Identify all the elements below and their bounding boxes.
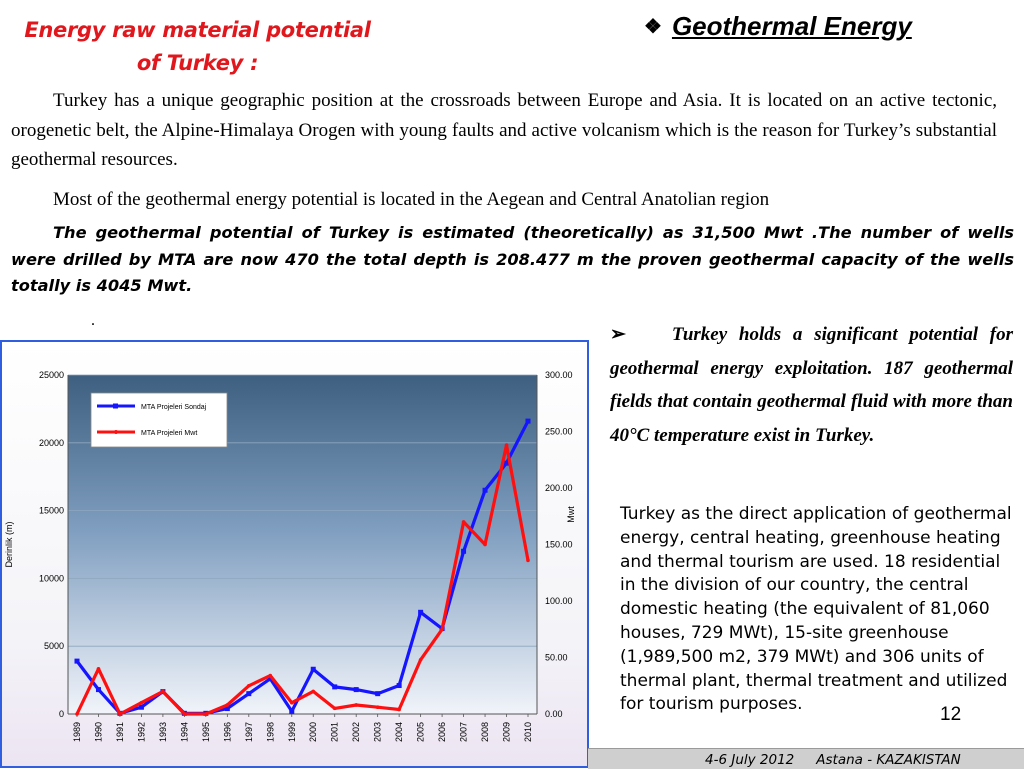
x-tick-label: 2001 xyxy=(329,721,340,742)
data-point-mwt xyxy=(333,707,337,711)
data-point-mwt xyxy=(118,712,122,716)
chart-frame xyxy=(0,340,589,768)
x-tick-label: 1994 xyxy=(179,721,190,742)
data-point-sondaj xyxy=(483,488,488,493)
data-point-mwt xyxy=(97,667,101,671)
right-tick-label: 0.00 xyxy=(545,709,563,719)
data-point-mwt xyxy=(161,690,165,694)
data-point-mwt xyxy=(311,690,315,694)
legend-label: MTA Projeleri Sondaj xyxy=(141,404,207,411)
x-tick-label: 1999 xyxy=(286,721,297,742)
data-point-sondaj xyxy=(526,419,531,424)
region-paragraph xyxy=(11,186,1001,213)
data-point-sondaj xyxy=(332,684,337,689)
y2-axis-title: Mwt xyxy=(566,506,576,523)
footer-date: 4-6 July 2012 xyxy=(705,752,795,768)
arrow-bullet-icon: ➢ xyxy=(610,324,626,345)
legend-marker xyxy=(114,430,118,434)
data-point-mwt xyxy=(354,703,358,707)
holds-paragraph xyxy=(610,318,1013,452)
right-tick-label: 150.00 xyxy=(545,539,573,550)
y-axis-title: Derinlik (m) xyxy=(4,521,14,568)
data-point-mwt xyxy=(526,559,530,563)
data-point-sondaj xyxy=(311,667,316,672)
data-point-mwt xyxy=(290,701,294,705)
right-tick-label: 50.00 xyxy=(545,652,568,663)
data-point-mwt xyxy=(226,703,230,707)
x-tick-label: 2003 xyxy=(372,721,383,742)
right-tick-label: 300.00 xyxy=(545,370,573,380)
data-point-mwt xyxy=(483,543,487,547)
legend-label: MTA Projeleri Mwt xyxy=(141,430,198,437)
x-tick-label: 1993 xyxy=(157,721,168,742)
data-point-sondaj xyxy=(246,691,251,696)
left-tick-label: 15000 xyxy=(38,505,64,516)
data-point-sondaj xyxy=(461,549,466,554)
x-tick-label: 2002 xyxy=(351,721,362,742)
x-tick-label: 1990 xyxy=(93,721,104,742)
data-point-mwt xyxy=(397,708,401,712)
left-tick-label: 10000 xyxy=(38,573,64,584)
x-tick-label: 2007 xyxy=(458,721,469,742)
x-tick-label: 1989 xyxy=(72,721,82,742)
x-tick-label: 1998 xyxy=(265,721,276,742)
data-point-sondaj xyxy=(96,687,101,692)
legend-box xyxy=(91,393,227,447)
intro-text: Turkey has a unique geographic position at the crossroads between Europe and Asia. It is located on an active tectonic, orogenetic belt, the Alpine-Himalaya Orogen with young faults and active volcanism which is the reason for Turkey’s substantial geothermal resources. xyxy=(11,90,997,170)
section-heading xyxy=(644,10,912,45)
data-point-mwt xyxy=(419,658,423,662)
x-tick-label: 2000 xyxy=(308,721,319,742)
data-point-sondaj xyxy=(289,709,294,714)
data-point-mwt xyxy=(247,684,251,688)
section-heading-text: Geothermal Energy xyxy=(671,11,912,41)
x-tick-label: 1992 xyxy=(136,721,147,742)
data-point-mwt xyxy=(183,712,187,716)
x-tick-label: 1997 xyxy=(243,721,254,742)
data-point-sondaj xyxy=(139,705,144,710)
right-tick-label: 250.00 xyxy=(545,426,573,437)
holds-text: Turkey holds a significant potential for geothermal energy exploitation. 187 geothermal fields that contain geothermal fluid with more than 40°C temperature exist in Turkey. xyxy=(610,324,1013,446)
right-tick-label: 200.00 xyxy=(545,483,573,493)
data-point-mwt xyxy=(440,627,444,631)
slide-title: Energy raw material potential of Turkey : xyxy=(24,18,371,75)
footer-location: Astana - KAZAKISTAN xyxy=(816,752,961,768)
x-tick-label: 1996 xyxy=(222,721,233,742)
left-tick-label: 0 xyxy=(58,709,64,719)
potential-paragraph xyxy=(11,220,1014,300)
left-tick-label: 25000 xyxy=(38,370,64,380)
data-point-sondaj xyxy=(354,687,359,692)
diamond-bullet-icon: ❖ xyxy=(644,16,662,38)
page-number: 12 xyxy=(940,704,962,725)
x-tick-label: 2010 xyxy=(523,721,533,742)
legend-marker xyxy=(113,404,118,409)
data-point-mwt xyxy=(462,520,466,524)
region-text: Most of the geothermal energy potential is located in the Aegean and Central Anatolian region xyxy=(53,189,770,210)
data-point-mwt xyxy=(204,712,208,716)
application-paragraph: Turkey as the direct application of geothermal energy, central heating, greenhouse heating and thermal tourism are used. 18 residential in the division of our country, the central domestic heating (the equivalent of 81,060 houses, 729 MWt), 15-site greenhouse (1,989,500 m2, 379 MWt) and 306 units of thermal plant, thermal treatment and utilized for tourism purposes. xyxy=(620,504,1012,715)
stray-dot: . xyxy=(91,312,95,329)
x-tick-label: 2006 xyxy=(437,721,448,742)
x-tick-label: 2004 xyxy=(394,721,405,742)
data-point-sondaj xyxy=(375,691,380,696)
x-tick-label: 1991 xyxy=(114,721,125,742)
footer-text xyxy=(705,752,961,768)
potential-text: The geothermal potential of Turkey is estimated (theoretically) as 31,500 Mwt .The number of wells were drilled by MTA are now 470 the total depth is 208.477 m the proven geothermal capacity of the wells totally is 4045 Mwt. xyxy=(11,223,1014,295)
data-point-mwt xyxy=(268,674,272,678)
x-tick-label: 2005 xyxy=(415,721,426,742)
x-tick-label: 2008 xyxy=(480,721,491,742)
left-tick-label: 20000 xyxy=(38,437,64,448)
data-point-mwt xyxy=(75,712,79,716)
geothermal-chart xyxy=(2,342,587,766)
data-point-mwt xyxy=(140,701,144,705)
left-tick-label: 5000 xyxy=(43,641,64,652)
data-point-sondaj xyxy=(418,610,423,615)
right-tick-label: 100.00 xyxy=(545,596,573,606)
data-point-sondaj xyxy=(397,683,402,688)
intro-paragraph xyxy=(11,86,997,175)
x-tick-label: 1995 xyxy=(200,721,211,742)
data-point-mwt xyxy=(505,443,509,447)
data-point-mwt xyxy=(376,705,380,709)
x-tick-label: 2009 xyxy=(501,721,512,742)
data-point-sondaj xyxy=(75,659,80,664)
